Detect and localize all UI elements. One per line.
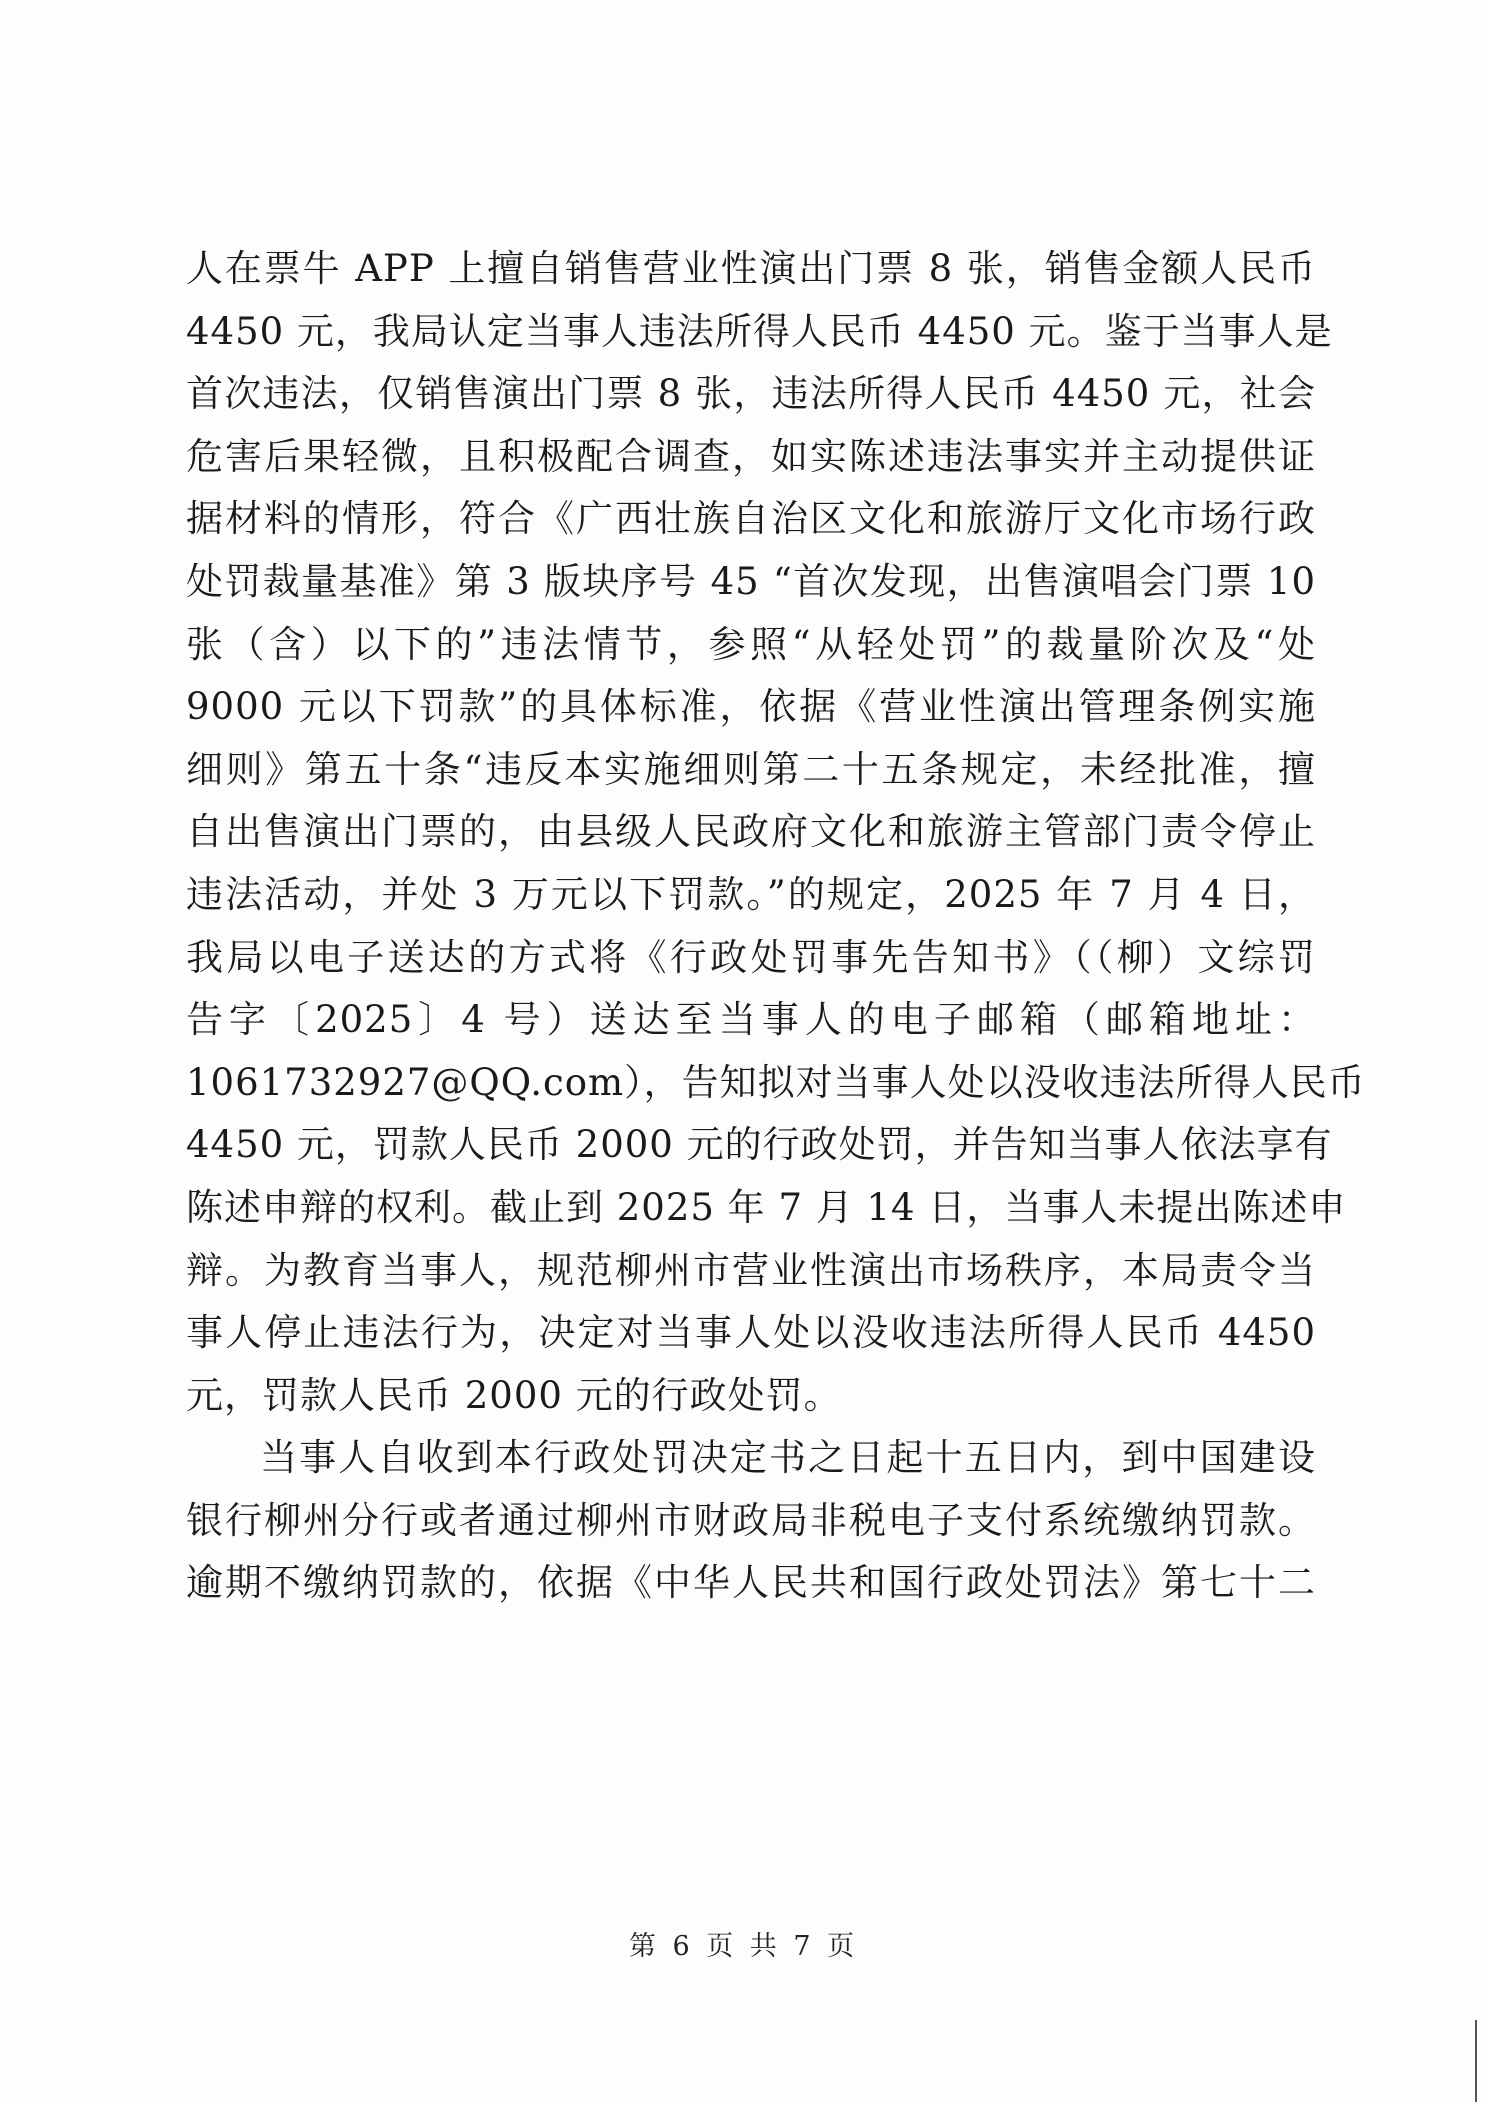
text-line: 银行柳州分行或者通过柳州市财政局非税电子支付系统缴纳罚款。: [186, 1498, 1316, 1542]
text-line: 人在票牛 APP 上擅自销售营业性演出门票 8 张，销售金额人民币: [186, 247, 1316, 290]
text-line: 告字〔2025〕4 号）送达至当事人的电子邮箱（邮箱地址：: [186, 998, 1316, 1042]
text-line: 首次违法，仅销售演出门票 8 张，违法所得人民币 4450 元，社会: [186, 372, 1316, 416]
text-line: 处罚裁量基准》第 3 版块序号 45 “首次发现，出售演唱会门票 10: [186, 559, 1316, 603]
text-line: 据材料的情形，符合《广西壮族自治区文化和旅游厅文化市场行政: [186, 497, 1316, 541]
text-line: 元，罚款人民币 2000 元的行政处罚。: [186, 1373, 842, 1417]
text-line: 违法活动，并处 3 万元以下罚款。”的规定，2025 年 7 月 4 日，: [186, 872, 1316, 916]
text-line: 细则》第五十条“违反本实施细则第二十五条规定，未经批准，擅: [186, 747, 1316, 791]
text-line: 4450 元，罚款人民币 2000 元的行政处罚，并告知当事人依法享有: [186, 1123, 1333, 1167]
text-line: 自出售演出门票的，由县级人民政府文化和旅游主管部门责令停止: [186, 810, 1316, 854]
text-line: 1061732927@QQ.com），告知拟对当事人处以没收违法所得人民币: [186, 1060, 1366, 1104]
text-line: 4450 元，我局认定当事人违法所得人民币 4450 元。鉴于当事人是: [186, 309, 1333, 353]
paragraph-payment-instructions: [186, 1427, 1316, 1615]
text-line: 我局以电子送达的方式将《行政处罚事先告知书》（（柳）文综罚: [186, 935, 1316, 979]
scan-edge-mark: [1475, 2020, 1477, 2102]
page-number: 第 6 页 共 7 页: [628, 1931, 859, 1962]
text-line: 当事人自收到本行政处罚决定书之日起十五日内，到中国建设: [260, 1436, 1316, 1480]
text-line: 张（含）以下的”违法情节，参照“从轻处罚”的裁量阶次及“处: [186, 622, 1316, 666]
text-line: 辩。为教育当事人，规范柳州市营业性演出市场秩序，本局责令当: [186, 1248, 1316, 1292]
paragraph-penalty-facts: [186, 238, 1366, 1427]
text-line: 事人停止违法行为，决定对当事人处以没收违法所得人民币 4450: [186, 1311, 1316, 1355]
text-line: 陈述申辩的权利。截止到 2025 年 7 月 14 日，当事人未提出陈述申: [186, 1185, 1347, 1229]
text-line: 9000 元以下罚款”的具体标准，依据《营业性演出管理条例实施: [186, 685, 1316, 729]
document-body: [186, 238, 1366, 1615]
text-line: 逾期不缴纳罚款的，依据《中华人民共和国行政处罚法》第七十二: [186, 1561, 1316, 1605]
text-line: 危害后果轻微，且积极配合调查，如实陈述违法事实并主动提供证: [186, 434, 1316, 478]
